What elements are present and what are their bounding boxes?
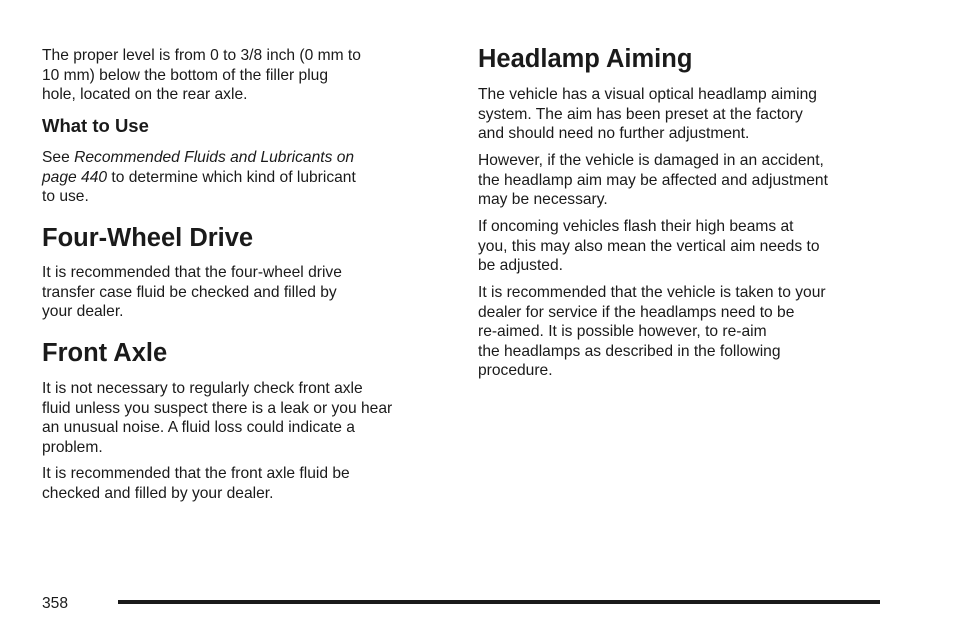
headlamp-aiming-heading: Headlamp Aiming <box>478 45 693 73</box>
paragraph-line: It is not necessary to regularly check front axle <box>42 380 363 397</box>
paragraph-line: However, if the vehicle is damaged in an accident, <box>478 152 824 169</box>
headlamp-paragraph-4 <box>478 283 826 381</box>
paragraph-line: If oncoming vehicles flash their high beams at <box>478 218 794 235</box>
paragraph-line <box>42 148 356 168</box>
cross-reference-text: page 440 <box>42 168 108 186</box>
paragraph-line: fluid unless you suspect there is a leak or you hear <box>42 399 393 417</box>
paragraph-line: problem. <box>42 438 103 456</box>
paragraph-line: the headlamps as described in the following <box>478 342 781 360</box>
rear-axle-level-paragraph <box>42 46 361 105</box>
paragraph-line: transfer case fluid be checked and filled by <box>42 283 337 301</box>
headlamp-paragraph-2 <box>478 151 828 210</box>
paragraph-line: It is recommended that the front axle fluid be <box>42 465 350 482</box>
headlamp-paragraph-3 <box>478 217 820 276</box>
paragraph-line: and should need no further adjustment. <box>478 125 750 142</box>
paragraph-line: an unusual noise. A fluid loss could indicate a <box>42 419 355 436</box>
paragraph-line: It is recommended that the vehicle is taken to your <box>478 284 826 301</box>
headlamp-paragraph-1 <box>478 85 817 144</box>
paragraph-line: re-aimed. It is possible however, to re-aim <box>478 323 767 340</box>
paragraph-line: The proper level is from 0 to 3/8 inch (0 mm to <box>42 47 361 64</box>
front-axle-paragraph-1 <box>42 379 392 457</box>
paragraph-line: 10 mm) below the bottom of the filler plug <box>42 66 329 84</box>
footer-rule <box>118 600 880 604</box>
front-axle-heading: Front Axle <box>42 339 168 367</box>
paragraph-line: system. The aim has been preset at the factory <box>478 105 803 123</box>
paragraph-line: you, this may also mean the vertical aim needs to <box>478 237 820 255</box>
four-wheel-drive-paragraph <box>42 263 342 322</box>
paragraph-line: The vehicle has a visual optical headlamp aiming <box>478 86 817 103</box>
paragraph-line: to use. <box>42 188 89 205</box>
what-to-use-heading: What to Use <box>42 115 149 136</box>
paragraph-line: dealer for service if the headlamps need to be <box>478 303 795 321</box>
paragraph-line: procedure. <box>478 362 553 379</box>
cross-reference-text: Recommended Fluids and Lubricants on <box>74 149 355 166</box>
paragraph-line: may be necessary. <box>478 191 608 208</box>
paragraph-line: your dealer. <box>42 303 124 320</box>
page-number: 358 <box>42 595 69 612</box>
paragraph-line: the headlamp aim may be affected and adjustment <box>478 171 828 189</box>
front-axle-paragraph-2 <box>42 464 350 503</box>
paragraph-line <box>42 168 356 188</box>
paragraph-line: It is recommended that the four-wheel drive <box>42 264 342 281</box>
what-to-use-paragraph <box>42 148 356 207</box>
paragraph-line: be adjusted. <box>478 257 563 274</box>
paragraph-text: to determine which kind of lubricant <box>107 168 356 186</box>
paragraph-text: See <box>42 149 75 166</box>
paragraph-line: hole, located on the rear axle. <box>42 86 248 103</box>
four-wheel-drive-heading: Four-Wheel Drive <box>42 224 254 252</box>
paragraph-line: checked and filled by your dealer. <box>42 484 274 502</box>
